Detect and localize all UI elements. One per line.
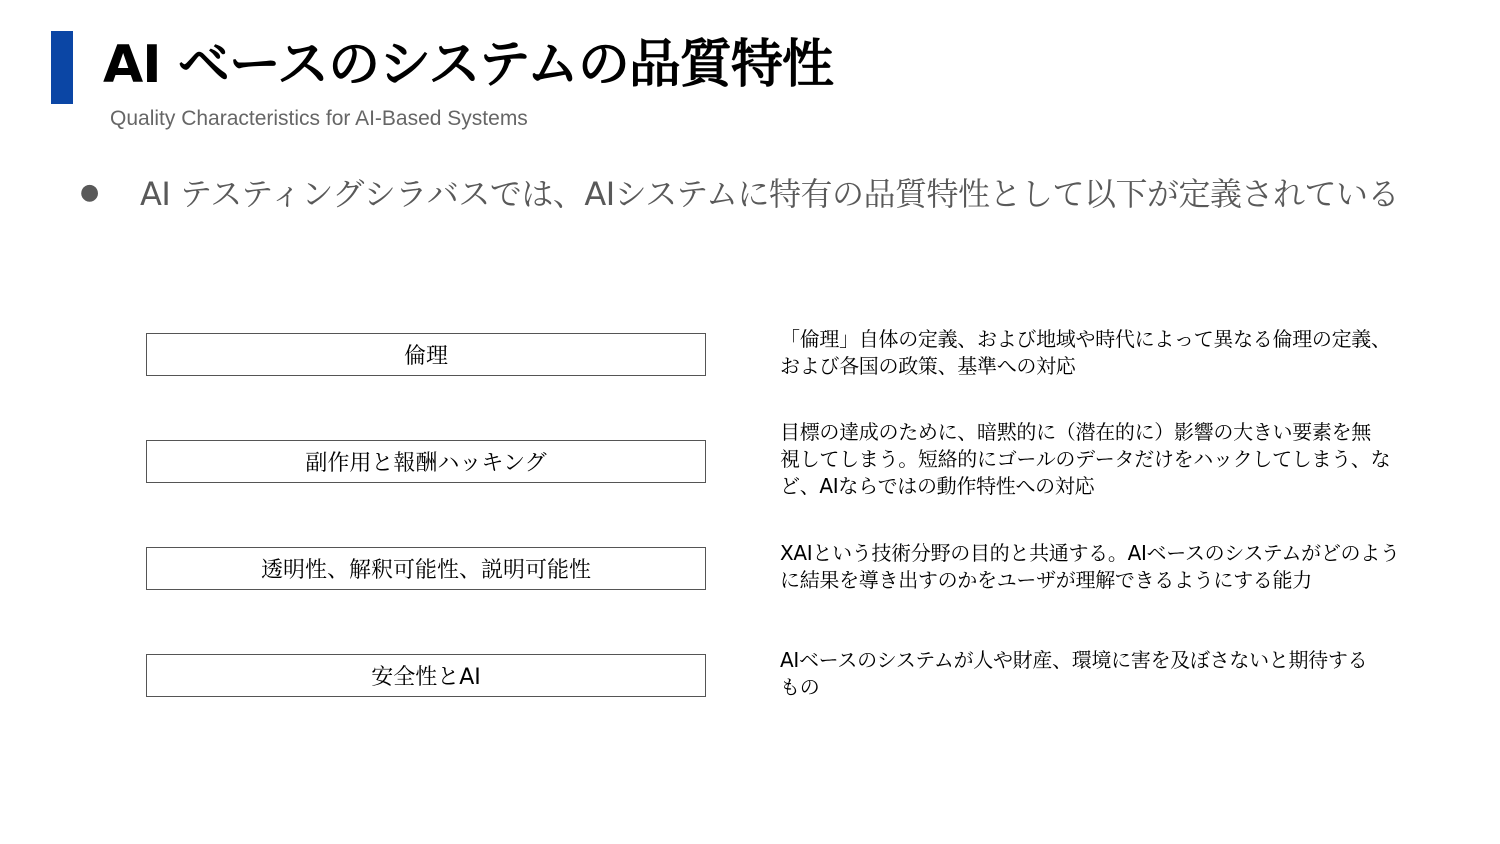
characteristic-box-side-effects xyxy=(146,440,706,483)
description-line: 「倫理」自体の定義、および地域や時代によって異なる倫理の定義、 xyxy=(780,327,1391,351)
characteristic-description-transparency xyxy=(780,540,1470,594)
characteristic-box-safety xyxy=(146,654,706,697)
intro-text: AI テスティングシラバスでは、AIシステムに特有の品質特性として以下が定義されている xyxy=(140,175,1400,213)
description-line: ど、AIならではの動作特性への対応 xyxy=(780,474,1095,498)
description-line: XAIという技術分野の目的と共通する。AIベースのシステムがどのよう xyxy=(780,541,1400,565)
characteristic-box-ethics xyxy=(146,333,706,376)
characteristic-description-side-effects xyxy=(780,419,1470,500)
description-line: 目標の達成のために、暗黙的に（潜在的に）影響の大きい要素を無 xyxy=(780,420,1371,444)
description-line: および各国の政策、基準への対応 xyxy=(780,354,1076,378)
description-line: もの xyxy=(780,675,820,699)
characteristic-label: 倫理 xyxy=(403,344,448,369)
title-accent-bar xyxy=(51,31,73,104)
characteristic-box-transparency xyxy=(146,547,706,590)
characteristic-description-safety xyxy=(780,647,1470,701)
bullet-marker: ● xyxy=(80,180,100,205)
description-line: AIベースのシステムが人や財産、環境に害を及ぼさないと期待する xyxy=(780,648,1368,672)
description-line: に結果を導き出すのかをユーザが理解できるようにする能力 xyxy=(780,568,1312,592)
page-subtitle: Quality Characteristics for AI-Based Systems xyxy=(110,107,528,130)
characteristic-label: 透明性、解釈可能性、説明可能性 xyxy=(260,558,591,583)
characteristic-label: 安全性とAI xyxy=(371,665,481,690)
characteristic-label: 副作用と報酬ハッキング xyxy=(305,451,547,476)
characteristic-description-ethics xyxy=(780,326,1470,380)
description-line: 視してしまう。短絡的にゴールのデータだけをハックしてしまう、な xyxy=(780,447,1391,471)
page-title: AI ベースのシステムの品質特性 xyxy=(103,35,833,95)
